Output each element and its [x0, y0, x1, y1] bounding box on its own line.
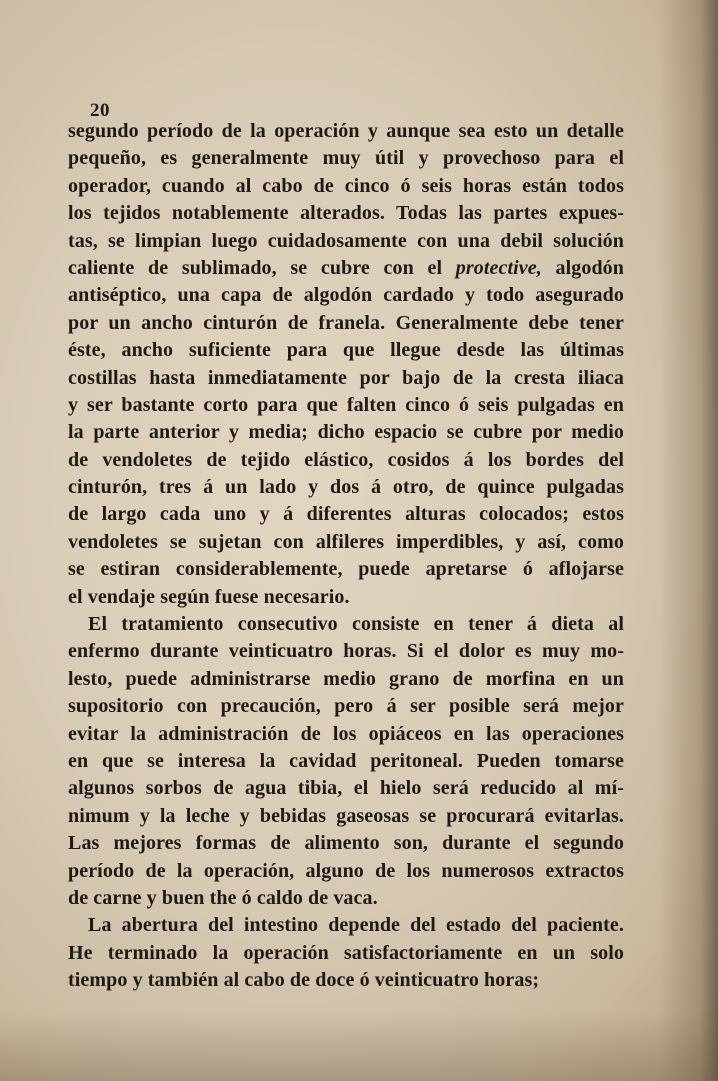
text-line: la parte anterior y media; dicho espacio se cubre por medio	[68, 421, 624, 444]
paragraph	[68, 118, 624, 611]
text-line: Las mejores formas de alimento son, durante el segundo	[68, 832, 624, 855]
text-line: costillas hasta inmediatamente por bajo de la cresta iliaca	[68, 366, 624, 389]
text-line: por un ancho cinturón de franela. Generalmente debe tener	[68, 311, 624, 334]
text-segment: algodón	[541, 256, 624, 279]
text-line: segundo período de la operación y aunque sea esto un detalle	[68, 120, 624, 142]
text-line: El tratamiento consecutivo consiste en tener á dieta al	[88, 613, 624, 636]
text-line: los tejidos notablemente alterados. Todas las partes expues-	[68, 202, 624, 225]
italic-term: protective,	[455, 256, 542, 279]
text-line: pequeño, es generalmente muy útil y provechoso para el	[68, 147, 624, 170]
text-line: tiempo y también al cabo de doce ó veinticuatro horas;	[68, 969, 540, 992]
text-line: en que se interesa la cavidad peritoneal. Pueden tomarse	[68, 749, 624, 772]
paragraph	[68, 611, 624, 912]
text-line: cinturón, tres á un lado y dos á otro, de quince pulgadas	[68, 476, 624, 499]
text-line: He terminado la operación satisfactoriamente en un solo	[68, 941, 624, 964]
text-line: operador, cuando al cabo de cinco ó seis horas están todos	[68, 174, 624, 197]
text-line: supositorio con precaución, pero á ser posible será mejor	[68, 695, 624, 718]
text-line: período de la operación, alguno de los numerosos extractos	[68, 859, 624, 882]
text-line: evitar la administración de los opiáceos en las operaciones	[68, 722, 624, 745]
text-line	[68, 255, 624, 282]
page-number: 20	[90, 100, 110, 121]
text-line: La abertura del intestino depende del estado del paciente.	[88, 914, 624, 937]
text-line: tas, se limpian luego cuidadosamente con una debil solución	[68, 229, 624, 252]
text-line: de vendoletes de tejido elástico, cosidos á los bordes del	[68, 448, 624, 471]
text-line: lesto, puede administrarse medio grano de morfina en un	[68, 667, 624, 690]
text-line: y ser bastante corto para que falten cinco ó seis pulgadas en	[68, 393, 624, 416]
paragraph	[68, 912, 624, 994]
text-line: éste, ancho suficiente para que llegue desde las últimas	[68, 339, 624, 362]
text-body	[68, 118, 624, 995]
text-line: el vendaje según fuese necesario.	[68, 585, 350, 608]
text-line: se estiran considerablemente, puede apretarse ó aflojarse	[68, 558, 624, 581]
text-line: de largo cada uno y á diferentes alturas colocados; estos	[68, 503, 624, 526]
text-line: algunos sorbos de agua tibia, el hielo será reducido al mí-	[68, 777, 624, 800]
text-line: nimum y la leche y bebidas gaseosas se procurará evitarlas.	[68, 804, 624, 827]
text-segment: caliente de sublimado, se cubre con el	[68, 256, 456, 279]
page-bottom-shadow	[0, 1011, 718, 1081]
text-line: enfermo durante veinticuatro horas. Si el dolor es muy mo-	[68, 640, 624, 663]
text-line: de carne y buen the ó caldo de vaca.	[68, 886, 378, 909]
text-line: antiséptico, una capa de algodón cardado y todo asegurado	[68, 284, 624, 307]
text-line: vendoletes se sujetan con alfileres imperdibles, y así, como	[68, 530, 624, 553]
page-edge-shadow	[658, 0, 718, 1081]
